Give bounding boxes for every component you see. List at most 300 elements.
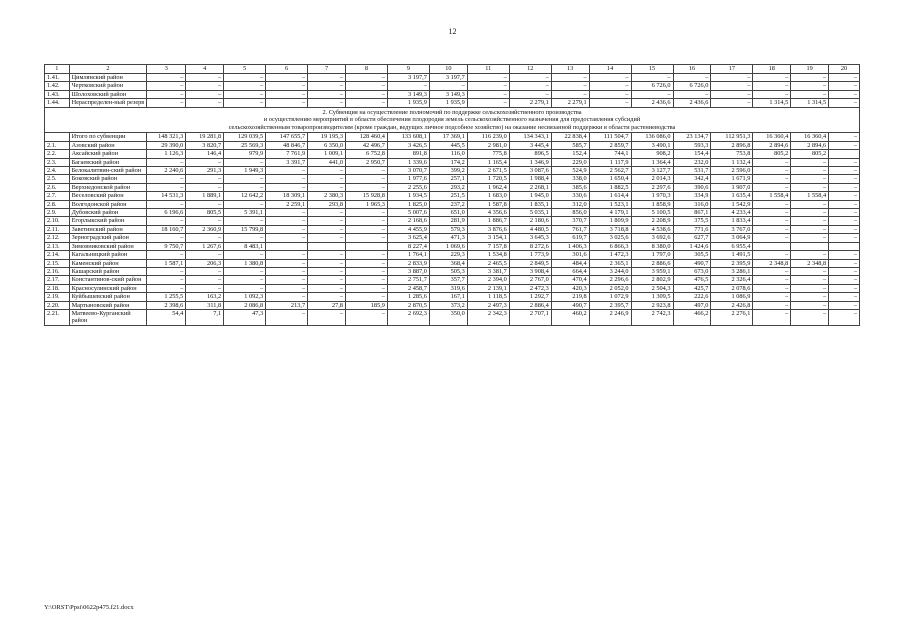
value-cell: –	[186, 158, 224, 166]
value-cell: –	[829, 158, 860, 166]
value-cell: 2 395,7	[589, 301, 631, 309]
value-cell: –	[266, 284, 308, 292]
value-cell: 48 846,7	[266, 141, 308, 149]
row-number: 2.19.	[45, 293, 70, 301]
value-cell: 2 360,9	[186, 225, 224, 233]
value-cell: –	[829, 74, 860, 82]
value-cell: –	[829, 90, 860, 98]
value-cell: 167,1	[429, 293, 467, 301]
value-cell: 6 350,0	[308, 141, 346, 149]
value-cell: –	[429, 82, 467, 90]
column-header: 15	[631, 65, 673, 74]
column-header: 19	[791, 65, 829, 74]
value-cell: 2 426,8	[711, 301, 753, 309]
value-cell: –	[711, 74, 753, 82]
value-cell: 116 239,0	[467, 133, 509, 141]
value-cell: –	[551, 90, 589, 98]
value-cell: 1 558,4	[753, 192, 791, 200]
district-name: Кашарский район	[69, 267, 147, 275]
table-row	[45, 200, 860, 208]
value-cell: 2 894,6	[791, 141, 829, 149]
value-cell: 368,4	[429, 259, 467, 267]
value-cell: 15 799,8	[224, 225, 266, 233]
value-cell: –	[266, 267, 308, 275]
value-cell: 18 160,7	[147, 225, 186, 233]
value-cell: –	[224, 90, 266, 98]
district-name: Зерноградский район	[69, 234, 147, 242]
value-cell: 1 797,0	[631, 251, 673, 259]
value-cell: 2 742,3	[631, 309, 673, 325]
value-cell: 619,7	[551, 234, 589, 242]
value-cell: –	[509, 90, 551, 98]
value-cell: –	[753, 309, 791, 325]
value-cell: 17 369,1	[429, 133, 467, 141]
value-cell: 319,6	[429, 284, 467, 292]
value-cell: 664,4	[551, 267, 589, 275]
value-cell: –	[308, 234, 346, 242]
value-cell: 111 504,7	[589, 133, 631, 141]
value-cell: 147 655,7	[266, 133, 308, 141]
value-cell: 1 671,9	[711, 175, 753, 183]
value-cell: 2 767,0	[509, 276, 551, 284]
value-cell: 2 436,6	[673, 99, 711, 107]
value-cell: 229,0	[551, 158, 589, 166]
column-number-row	[45, 65, 860, 74]
column-header: 12	[509, 65, 551, 74]
value-cell: –	[224, 74, 266, 82]
section-title	[45, 107, 860, 133]
table-row	[45, 133, 860, 141]
value-cell: –	[224, 217, 266, 225]
value-cell: –	[753, 225, 791, 233]
value-cell: 2 395,9	[711, 259, 753, 267]
value-cell: 3 154,1	[467, 234, 509, 242]
value-cell: –	[266, 259, 308, 267]
value-cell: –	[791, 309, 829, 325]
value-cell: –	[345, 209, 387, 217]
value-cell: –	[308, 167, 346, 175]
value-cell: 805,2	[791, 150, 829, 158]
value-cell: 490,7	[673, 259, 711, 267]
value-cell: 3 426,5	[387, 141, 429, 149]
row-number: 2.2.	[45, 150, 70, 158]
value-cell: –	[509, 82, 551, 90]
value-cell: 222,6	[673, 293, 711, 301]
value-cell: 390,6	[673, 183, 711, 191]
value-cell: 1 069,6	[429, 242, 467, 250]
value-cell: 3 197,7	[387, 74, 429, 82]
value-cell: 4 538,6	[631, 225, 673, 233]
value-cell	[829, 242, 860, 250]
value-cell: –	[791, 284, 829, 292]
value-cell: 2 296,6	[589, 276, 631, 284]
value-cell: 2 208,9	[631, 217, 673, 225]
value-cell: 579,3	[429, 225, 467, 233]
table-row	[45, 183, 860, 191]
table-row	[45, 141, 860, 149]
value-cell: –	[753, 293, 791, 301]
value-cell: 1 935,9	[387, 99, 429, 107]
value-cell: 2 886,4	[509, 301, 551, 309]
value-cell: 7 761,9	[266, 150, 308, 158]
row-number: 1.42.	[45, 82, 70, 90]
page-number: 12	[448, 27, 457, 36]
value-cell: 1 889,1	[186, 192, 224, 200]
value-cell: –	[753, 74, 791, 82]
value-cell: –	[791, 293, 829, 301]
value-cell: –	[186, 267, 224, 275]
value-cell: –	[266, 225, 308, 233]
value-cell: –	[345, 259, 387, 267]
value-cell: 2 671,5	[467, 167, 509, 175]
value-cell: 2 398,6	[147, 301, 186, 309]
value-cell: –	[345, 293, 387, 301]
value-cell: 370,7	[551, 217, 589, 225]
value-cell: 2 394,0	[467, 276, 509, 284]
value-cell: –	[467, 99, 509, 107]
value-cell: –	[673, 74, 711, 82]
value-cell: 1 523,1	[589, 200, 631, 208]
value-cell: 2 052,0	[589, 284, 631, 292]
column-header: 1	[45, 65, 70, 74]
value-cell: 4 233,4	[711, 209, 753, 217]
value-cell: –	[224, 158, 266, 166]
value-cell: 908,2	[631, 150, 673, 158]
value-cell: –	[829, 276, 860, 284]
value-cell: –	[791, 183, 829, 191]
column-header: 8	[345, 65, 387, 74]
value-cell: –	[186, 90, 224, 98]
value-cell: –	[467, 90, 509, 98]
row-number: 2.14.	[45, 251, 70, 259]
value-cell: 213,7	[266, 301, 308, 309]
value-cell	[791, 242, 829, 250]
value-cell: –	[345, 175, 387, 183]
value-cell: 6 866,3	[589, 242, 631, 250]
value-cell: 7 157,8	[467, 242, 509, 250]
value-cell: –	[224, 251, 266, 259]
value-cell: 25 569,3	[224, 141, 266, 149]
value-cell: –	[791, 82, 829, 90]
row-number: 2.7.	[45, 192, 70, 200]
value-cell: –	[791, 175, 829, 183]
table-row	[45, 99, 860, 107]
value-cell	[829, 150, 860, 158]
value-cell: 3 767,0	[711, 225, 753, 233]
value-cell: 1 635,4	[711, 192, 753, 200]
value-cell: –	[829, 209, 860, 217]
column-header: 7	[308, 65, 346, 74]
table-row	[45, 209, 860, 217]
value-cell: 293,8	[308, 200, 346, 208]
value-cell: –	[829, 82, 860, 90]
section-title-line: 2. Субвенция на осуществление полномочий по поддержке сельскохозяйственного производства	[322, 108, 582, 116]
value-cell: –	[829, 200, 860, 208]
value-cell: –	[551, 74, 589, 82]
value-cell: 1 773,9	[509, 251, 551, 259]
value-cell: –	[308, 259, 346, 267]
value-cell: –	[791, 158, 829, 166]
value-cell: 3 490,1	[631, 141, 673, 149]
value-cell: –	[147, 183, 186, 191]
value-cell: –	[829, 175, 860, 183]
value-cell: 2 894,6	[753, 141, 791, 149]
district-name: Чертковский район	[69, 82, 147, 90]
value-cell: 1 086,9	[711, 293, 753, 301]
value-cell: –	[345, 267, 387, 275]
value-cell: 399,2	[429, 167, 467, 175]
row-number: 2.18.	[45, 284, 70, 292]
value-cell: 2 870,5	[387, 301, 429, 309]
district-name: Аксайский район	[69, 150, 147, 158]
value-cell: –	[266, 309, 308, 325]
value-cell: 2 276,1	[711, 309, 753, 325]
row-number: 2.17.	[45, 276, 70, 284]
value-cell: 342,4	[673, 175, 711, 183]
value-cell: –	[186, 175, 224, 183]
value-cell: –	[631, 74, 673, 82]
value-cell: 490,7	[551, 301, 589, 309]
value-cell: 19 281,8	[186, 133, 224, 141]
value-cell: 1 835,1	[509, 200, 551, 208]
value-cell: 3 025,6	[589, 234, 631, 242]
value-cell: –	[467, 74, 509, 82]
value-cell: 2 168,6	[387, 217, 429, 225]
value-cell: 2 950,7	[345, 158, 387, 166]
footer-file-path: Y:\ORST\Ppsi\0622p475.f21.docx	[44, 604, 134, 611]
value-cell: 4 455,9	[387, 225, 429, 233]
value-cell: –	[266, 175, 308, 183]
value-cell: 1 886,7	[467, 217, 509, 225]
value-cell: –	[753, 234, 791, 242]
value-cell: 3 876,6	[467, 225, 509, 233]
value-cell: 2 458,7	[387, 284, 429, 292]
value-cell: –	[387, 82, 429, 90]
value-cell: 357,7	[429, 276, 467, 284]
value-cell: 2 981,0	[467, 141, 509, 149]
value-cell: 6 726,0	[631, 82, 673, 90]
value-cell: –	[791, 276, 829, 284]
value-cell: 2 923,8	[631, 301, 673, 309]
value-cell: 2 246,9	[589, 309, 631, 325]
value-cell: 2 707,1	[509, 309, 551, 325]
row-number: 2.1.	[45, 141, 70, 149]
value-cell: 334,9	[673, 192, 711, 200]
value-cell: 2 279,1	[509, 99, 551, 107]
value-cell: –	[186, 251, 224, 259]
value-cell: 1 072,9	[589, 293, 631, 301]
value-cell: 2 504,3	[631, 284, 673, 292]
value-cell: 5 035,1	[509, 209, 551, 217]
value-cell: 291,3	[186, 167, 224, 175]
value-cell: 1 587,1	[147, 259, 186, 267]
section-title-row	[45, 107, 860, 133]
value-cell: 2 562,7	[589, 167, 631, 175]
value-cell: 505,3	[429, 267, 467, 275]
district-name: Красносулинский район	[69, 284, 147, 292]
value-cell: –	[753, 301, 791, 309]
value-cell: –	[829, 217, 860, 225]
value-cell: –	[589, 99, 631, 107]
district-name: Егорлыкский район	[69, 217, 147, 225]
value-cell: –	[829, 99, 860, 107]
district-name: Цимлянский район	[69, 74, 147, 82]
value-cell: 2 279,1	[551, 99, 589, 107]
value-cell: 2 014,3	[631, 175, 673, 183]
value-cell: –	[308, 217, 346, 225]
value-cell: –	[791, 74, 829, 82]
value-cell: 484,4	[551, 259, 589, 267]
value-cell: –	[829, 183, 860, 191]
value-cell: 257,1	[429, 175, 467, 183]
value-cell: –	[147, 82, 186, 90]
value-cell: 2 326,4	[711, 276, 753, 284]
value-cell: 2 380,3	[308, 192, 346, 200]
value-cell: –	[345, 99, 387, 107]
value-cell: –	[673, 90, 711, 98]
value-cell: –	[186, 200, 224, 208]
row-number: 2.8.	[45, 200, 70, 208]
value-cell: 375,5	[673, 217, 711, 225]
value-cell: –	[147, 234, 186, 242]
value-cell: 128 460,4	[345, 133, 387, 141]
value-cell: 2 833,9	[387, 259, 429, 267]
value-cell: 8 380,0	[631, 242, 673, 250]
value-cell: 1 117,9	[589, 158, 631, 166]
value-cell: 2 465,5	[467, 259, 509, 267]
value-cell: –	[753, 158, 791, 166]
column-header: 16	[673, 65, 711, 74]
value-cell: –	[266, 293, 308, 301]
value-cell: 2 497,3	[467, 301, 509, 309]
value-cell: 585,7	[551, 141, 589, 149]
value-cell: 15 928,8	[345, 192, 387, 200]
value-cell: 1 882,5	[589, 183, 631, 191]
value-cell: 1 858,9	[631, 200, 673, 208]
value-cell: 311,8	[186, 301, 224, 309]
value-cell: –	[589, 82, 631, 90]
value-cell: 2 342,3	[467, 309, 509, 325]
value-cell: 133 608,1	[387, 133, 429, 141]
value-cell: –	[308, 90, 346, 98]
value-cell: 1 339,6	[387, 158, 429, 166]
value-cell: 3 645,3	[509, 234, 551, 242]
value-cell: 805,2	[753, 150, 791, 158]
value-cell: 1 267,6	[186, 242, 224, 250]
value-cell: –	[308, 209, 346, 217]
row-number: 2.5.	[45, 175, 70, 183]
value-cell: 593,3	[673, 141, 711, 149]
value-cell: –	[753, 267, 791, 275]
table-row	[45, 276, 860, 284]
value-cell: 2 139,1	[467, 284, 509, 292]
value-cell: 237,2	[429, 200, 467, 208]
district-name: Боковский район	[69, 175, 147, 183]
value-cell: –	[753, 284, 791, 292]
value-cell: 761,7	[551, 225, 589, 233]
value-cell: 470,4	[551, 276, 589, 284]
table-row	[45, 74, 860, 82]
value-cell: 673,0	[673, 267, 711, 275]
value-cell: 206,3	[186, 259, 224, 267]
value-cell: 3 959,1	[631, 267, 673, 275]
value-cell: 1 132,4	[711, 158, 753, 166]
value-cell: 1 309,5	[631, 293, 673, 301]
value-cell: –	[345, 167, 387, 175]
value-cell: –	[308, 175, 346, 183]
district-name: Каменский район	[69, 259, 147, 267]
value-cell: –	[829, 301, 860, 309]
value-cell: 3 908,4	[509, 267, 551, 275]
column-header: 5	[224, 65, 266, 74]
value-cell: –	[266, 234, 308, 242]
value-cell: –	[224, 234, 266, 242]
value-cell: –	[753, 167, 791, 175]
value-cell: 3 381,7	[467, 267, 509, 275]
value-cell: –	[224, 276, 266, 284]
value-cell: –	[791, 209, 829, 217]
value-cell: –	[308, 74, 346, 82]
value-cell: –	[711, 99, 753, 107]
table-row	[45, 309, 860, 325]
district-name: Белокалитвин-ский район	[69, 167, 147, 175]
row-number: 2.13.	[45, 242, 70, 250]
value-cell: 293,2	[429, 183, 467, 191]
value-cell: 1 314,5	[753, 99, 791, 107]
table-row	[45, 175, 860, 183]
value-cell: –	[467, 82, 509, 90]
value-cell: –	[147, 175, 186, 183]
value-cell: 651,0	[429, 209, 467, 217]
value-cell: 5 100,5	[631, 209, 673, 217]
value-cell: –	[224, 267, 266, 275]
value-cell: 2 849,5	[509, 259, 551, 267]
value-cell: –	[829, 234, 860, 242]
value-cell: 3 820,7	[186, 141, 224, 149]
value-cell: 6 752,8	[345, 150, 387, 158]
value-cell: 1 009,1	[308, 150, 346, 158]
column-header: 20	[829, 65, 860, 74]
value-cell: 174,2	[429, 158, 467, 166]
table-row	[45, 301, 860, 309]
value-cell: –	[753, 276, 791, 284]
value-cell: 8 227,4	[387, 242, 429, 250]
value-cell: 8 272,6	[509, 242, 551, 250]
value-cell: 3 127,7	[631, 167, 673, 175]
value-cell: 1 614,4	[589, 192, 631, 200]
table-row	[45, 259, 860, 267]
value-cell: 1 970,3	[631, 192, 673, 200]
value-cell: 152,4	[551, 150, 589, 158]
value-cell: 3 070,7	[387, 167, 429, 175]
value-cell: 2 802,9	[631, 276, 673, 284]
value-cell: 373,2	[429, 301, 467, 309]
value-cell: 1 406,3	[551, 242, 589, 250]
value-cell: –	[711, 82, 753, 90]
value-cell: 4 480,5	[509, 225, 551, 233]
value-cell: 134 343,1	[509, 133, 551, 141]
column-header: 6	[266, 65, 308, 74]
value-cell: 5 007,6	[387, 209, 429, 217]
district-name: Шолоховский район	[69, 90, 147, 98]
table-row	[45, 267, 860, 275]
district-name: Волгодонской район	[69, 200, 147, 208]
value-cell: 476,5	[673, 276, 711, 284]
value-cell: 2 436,6	[631, 99, 673, 107]
value-cell: –	[829, 167, 860, 175]
value-cell: 16 360,4	[791, 133, 829, 141]
table-row	[45, 167, 860, 175]
